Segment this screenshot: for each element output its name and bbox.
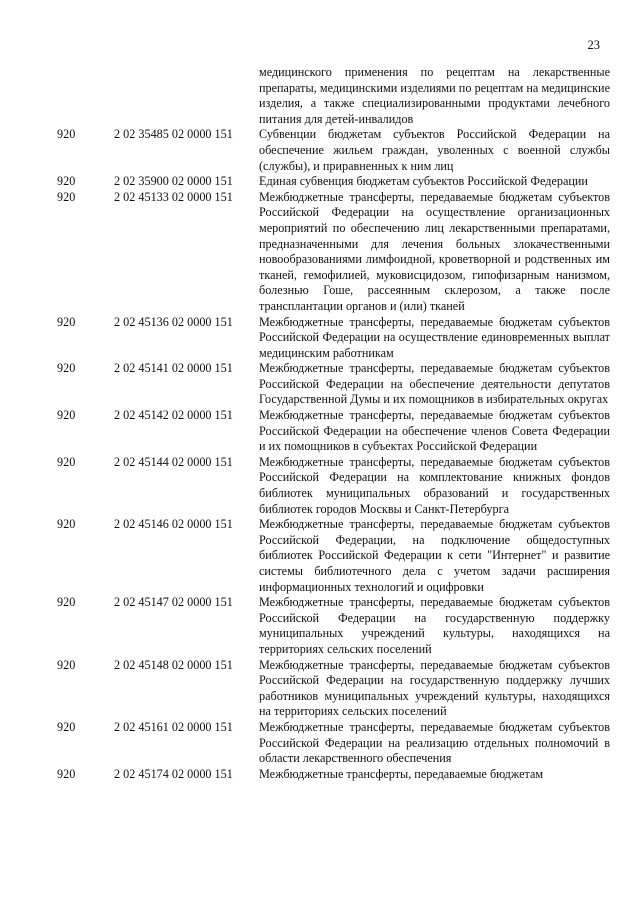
budget-classification-code: 2 02 45141 02 0000 151 <box>114 361 233 376</box>
income-description: Единая субвенция бюджетам субъектов Российской Федерации <box>259 174 588 189</box>
budget-classification-code: 2 02 35900 02 0000 151 <box>114 174 233 189</box>
table-row <box>57 658 610 720</box>
income-description: Субвенции бюджетам субъектов Российской Федерации на обеспечение жильем граждан, уволенных с военной службы (службы), и приравненных к ним лиц <box>259 127 610 173</box>
income-description: Межбюджетные трансферты, передаваемые бюджетам субъектов Российской Федерации на обеспечение членов Совета Федерации и их помощников в субъектах Российской Федерации <box>259 408 610 454</box>
table-row <box>57 595 610 657</box>
table-row <box>57 315 610 362</box>
table-row <box>57 174 610 190</box>
admin-code: 920 <box>57 719 76 734</box>
table-row <box>57 455 610 517</box>
budget-classification-code: 2 02 45161 02 0000 151 <box>114 719 233 734</box>
budget-classification-code: 2 02 45148 02 0000 151 <box>114 657 233 672</box>
budget-classification-code: 2 02 45144 02 0000 151 <box>114 454 233 469</box>
admin-code: 920 <box>57 408 76 423</box>
income-description: Межбюджетные трансферты, передаваемые бюджетам субъектов Российской Федерации на осуществление организационных мероприятий по обеспечению лиц лекарственными препаратами, предназначенными для лечения больных злокачественными новообразованиями лимфоидной, кроветворной и родственных им тканей, гемофилией, муковисцидозом, гипофизарным нанизмом, болезнью Гоше, рассеянным склерозом, а также после трансплантации органов и (или) тканей <box>259 189 610 313</box>
income-description: Межбюджетные трансферты, передаваемые бюджетам субъектов Российской Федерации на обеспечение деятельности депутатов Государственной Думы и их помощников в избирательных округах <box>259 361 610 407</box>
admin-code: 920 <box>57 314 76 329</box>
admin-code: 920 <box>57 595 76 610</box>
income-description: Межбюджетные трансферты, передаваемые бюджетам субъектов Российской Федерации на комплектование книжных фондов библиотек муниципальных образований и государственных библиотек городов Москвы и Санкт-Петербурга <box>259 454 610 516</box>
income-description: медицинского применения по рецептам на лекарственные препараты, медицинскими изделиями по рецептам на медицинские изделия, а также специализированными продуктами лечебного питания для детей-инвалидов <box>259 65 610 126</box>
table-row <box>57 65 610 127</box>
admin-code: 920 <box>57 657 76 672</box>
admin-code: 920 <box>57 766 76 781</box>
table-row <box>57 720 610 767</box>
budget-classification-code: 2 02 45174 02 0000 151 <box>114 766 233 781</box>
income-description: Межбюджетные трансферты, передаваемые бюджетам субъектов Российской Федерации на государственную поддержку муниципальных учреждений культуры, находящихся на территориях сельских поселений <box>259 595 610 656</box>
admin-code: 920 <box>57 189 76 204</box>
budget-classification-code: 2 02 45142 02 0000 151 <box>114 408 233 423</box>
table-row <box>57 361 610 408</box>
admin-code: 920 <box>57 174 76 189</box>
budget-classification-code <box>114 65 259 127</box>
table-row <box>57 127 610 174</box>
budget-codes-table <box>57 65 610 782</box>
admin-code <box>57 65 114 127</box>
income-description: Межбюджетные трансферты, передаваемые бюджетам субъектов Российской Федерации, на подключение общедоступных библиотек Российской Федерации к сети "Интернет" и развитие системы библиотечного дела с учетом задачи расширения информационных технологий и оцифровки <box>259 517 610 594</box>
admin-code: 920 <box>57 127 76 142</box>
income-description: Межбюджетные трансферты, передаваемые бюджетам субъектов Российской Федерации на осуществление единовременных выплат медицинским работникам <box>259 314 610 360</box>
income-description: Межбюджетные трансферты, передаваемые бюджетам субъектов Российской Федерации на реализацию отдельных полномочий в области лекарственного обеспечения <box>259 719 610 766</box>
admin-code: 920 <box>57 517 76 532</box>
table-row <box>57 767 610 783</box>
table-row <box>57 408 610 455</box>
page-number: 23 <box>587 38 600 52</box>
budget-classification-code: 2 02 45146 02 0000 151 <box>114 517 233 532</box>
budget-classification-code: 2 02 35485 02 0000 151 <box>114 127 233 142</box>
budget-classification-code: 2 02 45133 02 0000 151 <box>114 189 233 204</box>
table-row <box>57 517 610 595</box>
budget-classification-code: 2 02 45136 02 0000 151 <box>114 314 233 329</box>
table-row <box>57 190 610 315</box>
income-description: Межбюджетные трансферты, передаваемые бюджетам субъектов Российской Федерации на государственную поддержку лучших работников муниципальных учреждений культуры, находящихся на территориях сельских поселений <box>259 657 610 719</box>
admin-code: 920 <box>57 361 76 376</box>
admin-code: 920 <box>57 454 76 469</box>
budget-classification-code: 2 02 45147 02 0000 151 <box>114 595 233 610</box>
income-description: Межбюджетные трансферты, передаваемые бюджетам <box>259 766 544 781</box>
